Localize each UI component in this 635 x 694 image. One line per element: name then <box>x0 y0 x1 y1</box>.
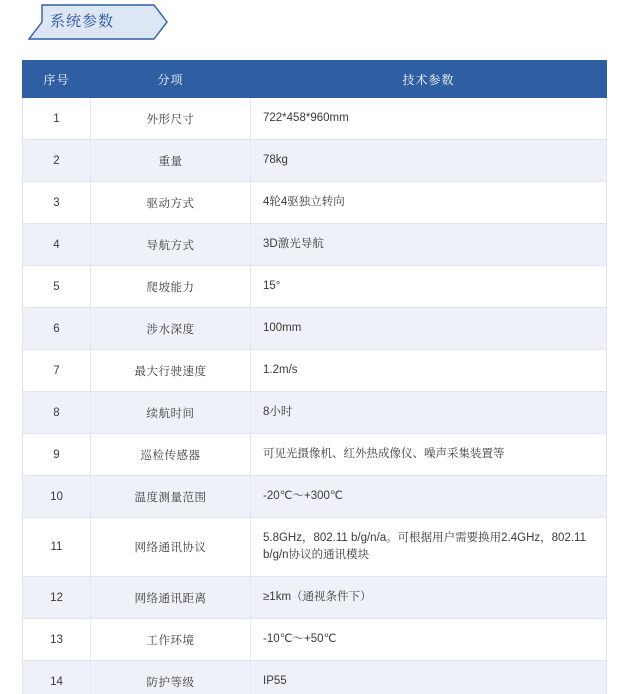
cell-index: 8 <box>23 392 91 434</box>
cell-item: 网络通讯协议 <box>91 518 251 577</box>
table-row <box>23 392 607 434</box>
cell-value: 可见光摄像机、红外热成像仪、噪声采集装置等 <box>251 434 607 476</box>
cell-item: 防护等级 <box>91 661 251 694</box>
cell-value: 4轮4驱独立转向 <box>251 182 607 224</box>
column-header-index: 序号 <box>23 61 91 98</box>
cell-value: -20℃～+300℃ <box>251 476 607 518</box>
table-header-row <box>23 61 607 98</box>
cell-index: 6 <box>23 308 91 350</box>
cell-item: 最大行驶速度 <box>91 350 251 392</box>
cell-item: 巡检传感器 <box>91 434 251 476</box>
cell-item: 涉水深度 <box>91 308 251 350</box>
cell-index: 11 <box>23 518 91 577</box>
cell-index: 12 <box>23 577 91 619</box>
cell-item: 网络通讯距离 <box>91 577 251 619</box>
cell-item: 续航时间 <box>91 392 251 434</box>
table-row <box>23 577 607 619</box>
cell-index: 13 <box>23 619 91 661</box>
cell-item: 外形尺寸 <box>91 98 251 140</box>
cell-index: 14 <box>23 661 91 694</box>
table-row <box>23 518 607 577</box>
cell-value: 5.8GHz，802.11 b/g/n/a。可根据用户需要换用2.4GHz，802.11 b/g/n协议的通讯模块 <box>251 518 607 577</box>
cell-item: 驱动方式 <box>91 182 251 224</box>
table-row <box>23 434 607 476</box>
cell-item: 重量 <box>91 140 251 182</box>
table-row <box>23 619 607 661</box>
spec-table <box>22 60 607 694</box>
cell-index: 5 <box>23 266 91 308</box>
cell-item: 导航方式 <box>91 224 251 266</box>
cell-index: 3 <box>23 182 91 224</box>
table-row <box>23 661 607 694</box>
table-row <box>23 224 607 266</box>
cell-value: 15° <box>251 266 607 308</box>
cell-index: 10 <box>23 476 91 518</box>
cell-value: IP55 <box>251 661 607 694</box>
cell-index: 1 <box>23 98 91 140</box>
cell-index: 4 <box>23 224 91 266</box>
cell-index: 7 <box>23 350 91 392</box>
cell-value: 78kg <box>251 140 607 182</box>
table-body <box>23 98 607 694</box>
cell-index: 2 <box>23 140 91 182</box>
cell-item: 爬坡能力 <box>91 266 251 308</box>
cell-index: 9 <box>23 434 91 476</box>
table-row <box>23 308 607 350</box>
cell-item: 工作环境 <box>91 619 251 661</box>
table-row <box>23 182 607 224</box>
table-row <box>23 266 607 308</box>
cell-value: 3D激光导航 <box>251 224 607 266</box>
page-title: 系统参数 <box>50 13 115 30</box>
table-row <box>23 350 607 392</box>
table-row <box>23 140 607 182</box>
column-header-value: 技术参数 <box>251 61 607 98</box>
cell-value: 100mm <box>251 308 607 350</box>
cell-value: -10℃～+50℃ <box>251 619 607 661</box>
cell-item: 温度测量范围 <box>91 476 251 518</box>
table-row <box>23 476 607 518</box>
table-row <box>23 98 607 140</box>
cell-value: 1.2m/s <box>251 350 607 392</box>
cell-value: 722*458*960mm <box>251 98 607 140</box>
cell-value: ≥1km（通视条件下） <box>251 577 607 619</box>
column-header-item: 分项 <box>91 61 251 98</box>
section-header <box>28 4 168 40</box>
cell-value: 8小时 <box>251 392 607 434</box>
